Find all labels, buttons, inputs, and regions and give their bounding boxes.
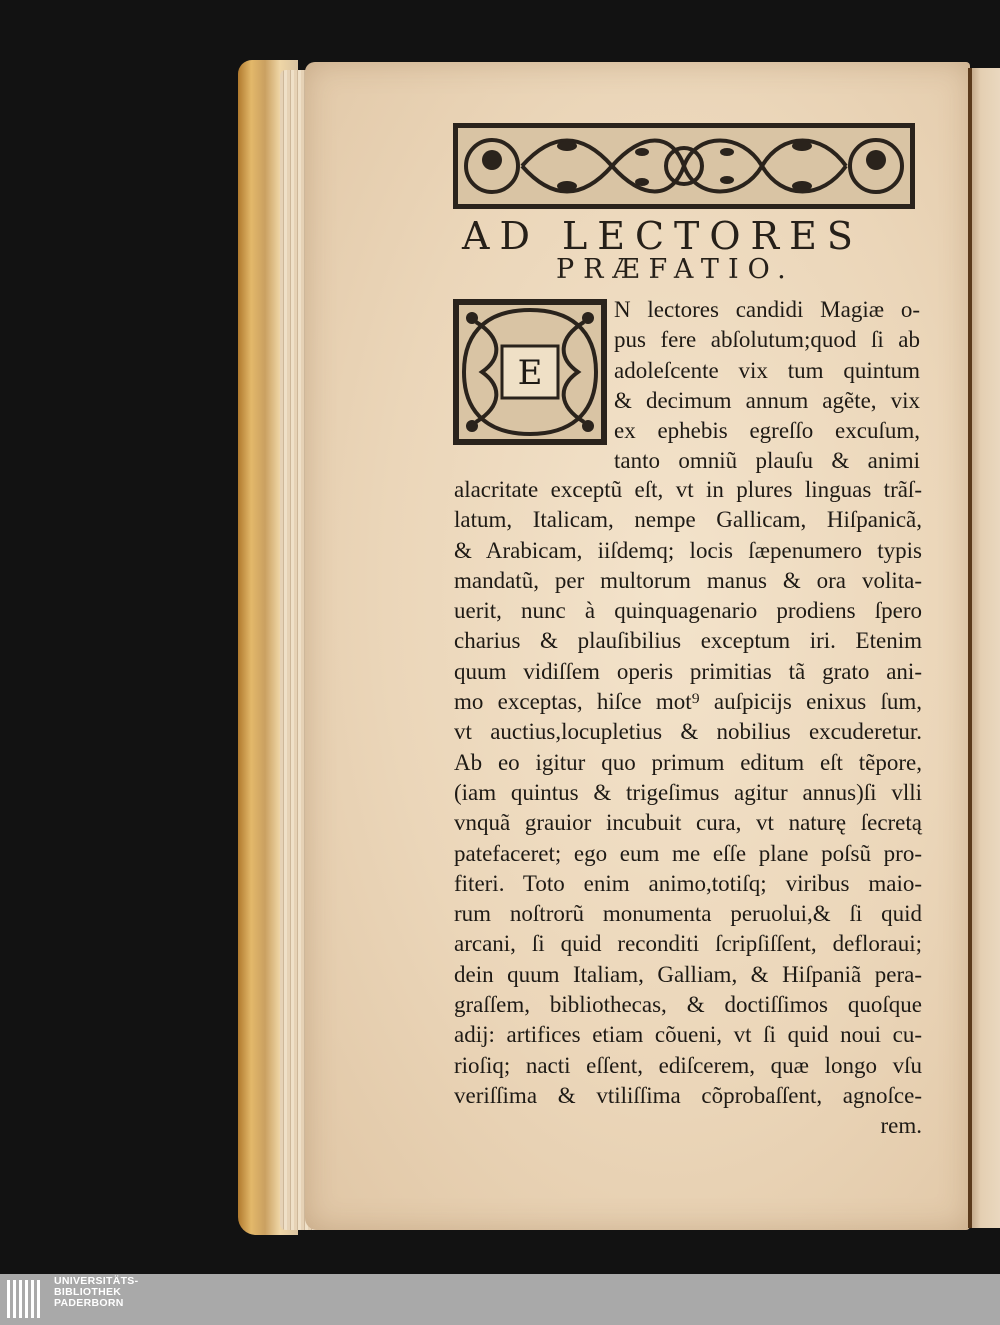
text-line: adij: artifices etiam cõueni, vt ſi quid noui cu- [454, 1022, 922, 1048]
initial-letter: E [517, 353, 543, 393]
footer-bar [0, 1274, 1000, 1325]
library-name-line2: BIBLIOTHEK [54, 1286, 122, 1298]
ornamental-headpiece [452, 122, 916, 210]
library-name-line1: UNIVERSITÄTS- [54, 1275, 139, 1287]
text-line: N lectores candidi Magiæ o- [614, 297, 920, 322]
text-line: mo exceptas, hiſce mot⁹ auſpicijs enixus ſum, [454, 689, 922, 715]
text-line: pus fere abſolutum;quod ſi ab [614, 327, 920, 353]
text-line: charius & plauſibilius exceptum iri. Etenim [454, 628, 922, 654]
facing-page-edge [968, 68, 1000, 1228]
text-line: alacritate exceptũ eſt, vt in plures linguas trãſ- [454, 477, 922, 502]
text-line: rem. [880, 1113, 922, 1139]
text-line: vt auctius,locupletius & nobilius excuderetur. [454, 719, 922, 745]
text-line: latum, Italicam, nempe Gallicam, Hiſpanicã, [454, 507, 922, 533]
text-line: dein quum Italiam, Galliam, & Hiſpaniã pera- [454, 961, 922, 987]
page-title: AD LECTORES [462, 214, 863, 258]
text-line: vnquã grauior incubuit cura, vt naturę ſecretą [454, 810, 922, 836]
text-beside-initial [614, 295, 920, 477]
text-line: rum noſtrorũ monumenta peruolui,& ſi quid [454, 901, 922, 927]
text-line: fiteri. Toto enim animo,totiſq; viribus maio- [454, 870, 922, 896]
library-name-line3: PADERBORN [54, 1297, 124, 1309]
library-name [54, 1276, 138, 1309]
page-subtitle: PRÆFATIO. [556, 254, 795, 285]
text-line: veriſſima & vtiliſſima cõprobaſſent, agnoſce- [454, 1082, 922, 1108]
text-line: mandatũ, per multorum manus & ora volita- [454, 567, 922, 593]
text-line: patefaceret; ego eum me eſſe plane poſsũ pro- [454, 840, 922, 866]
text-line: arcani, ſi quid reconditi ſcripſiſſent, defloraui; [454, 931, 922, 957]
text-line: tanto omniũ plauſu & animi [614, 448, 920, 474]
text-line: adoleſcente vix tum quintum [614, 357, 920, 383]
text-line: Ab eo igitur quo primum editum eſt tẽpore, [454, 749, 922, 775]
decorated-initial [452, 298, 608, 446]
text-line: (iam quintus & trigeſimus agitur annus)ſi vlli [454, 779, 922, 805]
text-line: graſſem, bibliothecas, & doctiſſimos quoſque [454, 992, 922, 1018]
body-text [454, 475, 922, 1142]
library-logo-icon [6, 1278, 46, 1320]
text-line: rioſiq; nacti eſſent, ediſcerem, quæ longo vſu [454, 1052, 922, 1078]
text-line: & decimum annum agẽte, vix [614, 387, 920, 413]
text-line: ex ephebis egreſſo excuſum, [614, 418, 920, 444]
text-line: quum vidiſſem operis primitias tã grato ani- [454, 658, 922, 684]
text-line: & Arabicam, iiſdemq; locis ſæpenumero typis [454, 537, 922, 563]
text-line: uerit, nunc à quinquagenario prodiens ſpero [454, 598, 922, 624]
